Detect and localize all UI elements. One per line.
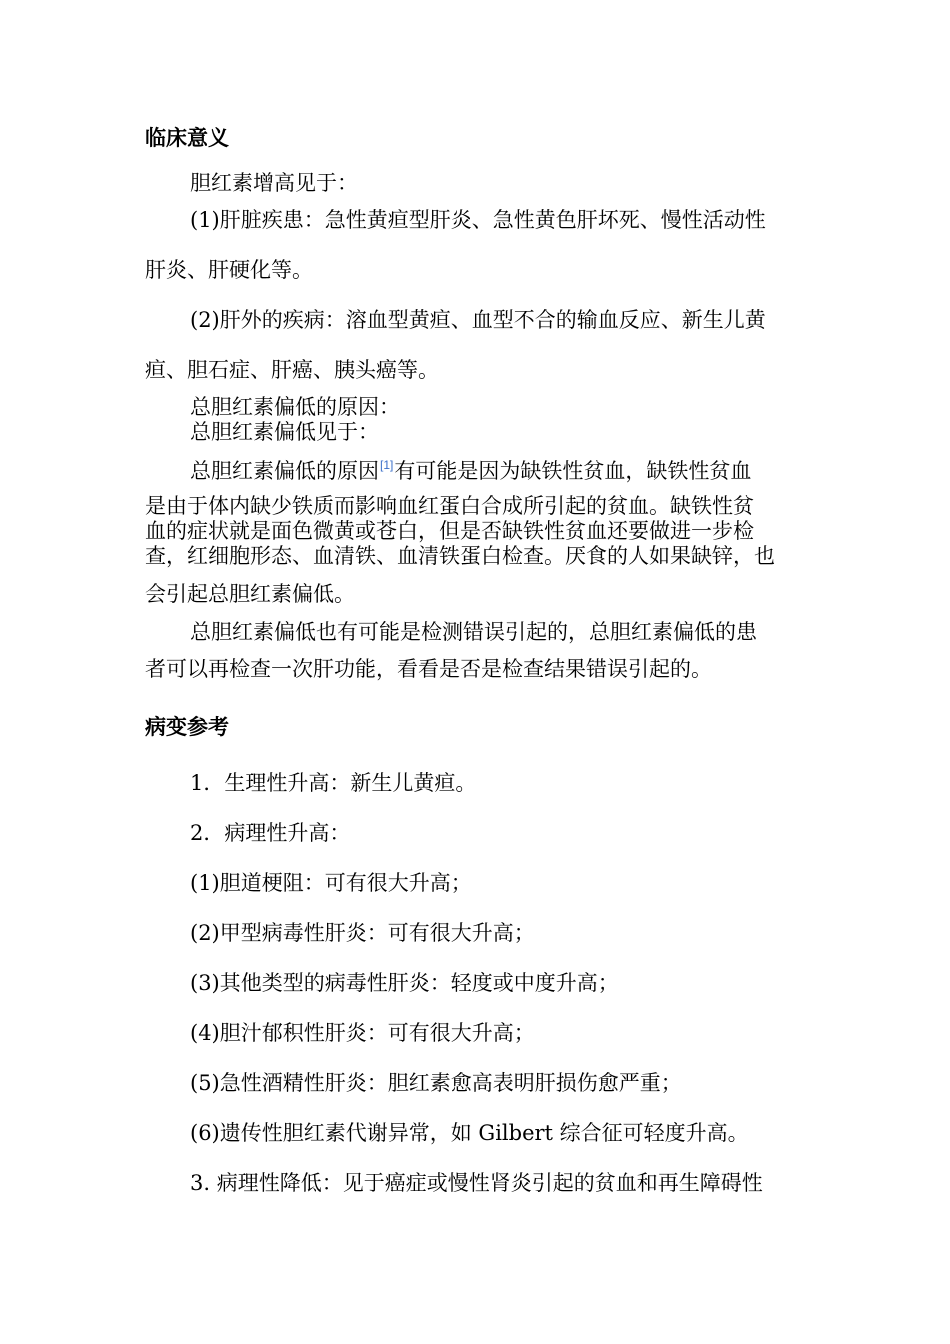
paragraph-1-line2: 是由于体内缺少铁质而影响血红蛋白合成所引起的贫血。缺铁性贫: [145, 494, 754, 518]
paragraph-2-line1: 总胆红素偏低也有可能是检测错误引起的，总胆红素偏低的患: [190, 620, 757, 644]
low-seen-label: 总胆红素偏低见于：: [190, 420, 379, 444]
clinical-item2-line1: (2)肝外的疾病：溶血型黄疸、血型不合的输血反应、新生儿黄: [190, 308, 766, 332]
clinical-item1-line1: (1)肝脏疾患：急性黄疸型肝炎、急性黄色肝坏死、慢性活动性: [190, 208, 766, 232]
paragraph-1-line5: 会引起总胆红素偏低。: [145, 582, 355, 606]
reference-sub-4: (4)胆汁郁积性肝炎：可有很大升高；: [190, 1021, 535, 1045]
reference-link[interactable]: [1]: [380, 458, 394, 472]
reference-item-3: 3. 病理性降低：见于癌症或慢性肾炎引起的贫血和再生障碍性: [190, 1171, 763, 1195]
low-reason-label: 总胆红素偏低的原因：: [190, 395, 400, 419]
paragraph-1-line3: 血的症状就是面色微黄或苍白，但是否缺铁性贫血还要做进一步检: [145, 519, 754, 543]
reference-sub-1: (1)胆道梗阻：可有很大升高；: [190, 871, 472, 895]
paragraph-2-line2: 者可以再检查一次肝功能，看看是否是检查结果错误引起的。: [145, 657, 712, 681]
paragraph-1-line1-start: 总胆红素偏低的原因: [190, 459, 379, 483]
clinical-item1-line2: 肝炎、肝硬化等。: [145, 258, 313, 282]
paragraph-1-line1-end: 有可能是因为缺铁性贫血，缺铁性贫血: [394, 459, 752, 483]
reference-sub-6: (6)遗传性胆红素代谢异常，如 Gilbert 综合征可轻度升高。: [190, 1121, 749, 1145]
clinical-item2-line2: 疸、胆石症、肝癌、胰头癌等。: [145, 358, 439, 382]
paragraph-1-line4: 查，红细胞形态、血清铁、血清铁蛋白检查。厌食的人如果缺锌，也: [145, 544, 775, 568]
reference-sub-5: (5)急性酒精性肝炎：胆红素愈高表明肝损伤愈严重；: [190, 1071, 682, 1095]
reference-item-2: 2．病理性升高：: [190, 821, 351, 845]
section-heading-clinical: 临床意义: [145, 126, 229, 150]
reference-item-1: 1．生理性升高：新生儿黄疸。: [190, 771, 477, 795]
reference-sub-2: (2)甲型病毒性肝炎：可有很大升高；: [190, 921, 535, 945]
paragraph-1-line1: [190, 459, 751, 482]
section-heading-reference: 病变参考: [145, 715, 229, 739]
clinical-intro: 胆红素增高见于：: [190, 171, 358, 195]
reference-sub-3: (3)其他类型的病毒性肝炎：轻度或中度升高；: [190, 971, 619, 995]
